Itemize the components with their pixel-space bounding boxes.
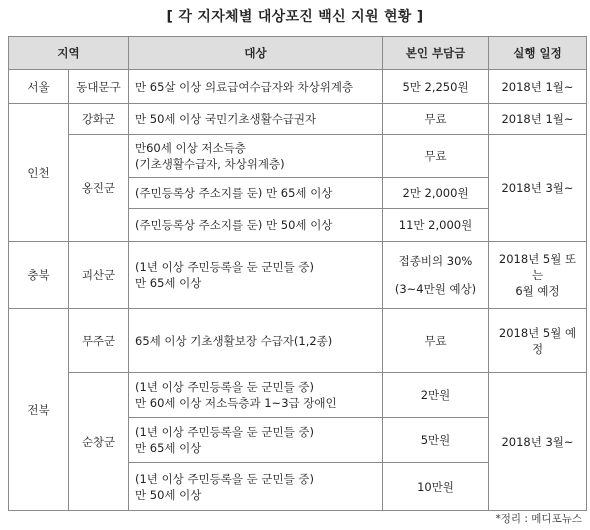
header-target: 대상 (129, 37, 383, 70)
target-line: 만 50세 이상 (135, 487, 202, 502)
copay-cell: 2만 2,000원 (383, 178, 489, 209)
district-cell: 동대문구 (69, 70, 129, 104)
target-line: (1년 이상 주민등록을 둔 군민들 중) (135, 260, 314, 274)
province-cell: 인천 (9, 104, 69, 242)
district-cell: 무주군 (69, 309, 129, 373)
copay-cell: 10만원 (383, 463, 489, 511)
table-row (9, 70, 587, 104)
target-line: 만60세 이상 저소득층 (135, 141, 246, 155)
table-title: [ 각 지자체별 대상포진 백신 지원 현황 ] (166, 9, 424, 25)
copay-line: (3~4만원 예상) (394, 282, 477, 296)
target-line: (1년 이상 주민등록을 둔 군민들 중) (135, 471, 314, 486)
target-cell (129, 418, 383, 463)
table-row (9, 104, 587, 135)
target-line: (1년 이상 주민등록을 둔 군민들 중) (135, 380, 314, 394)
schedule-cell: 2018년 5월 예정 (489, 309, 587, 373)
copay-cell: 무료 (383, 104, 489, 135)
copay-cell: 2만원 (383, 373, 489, 418)
target-cell (129, 135, 383, 178)
schedule-cell (489, 242, 587, 309)
target-cell: 65세 이상 기초생활보장 수급자(1,2종) (129, 309, 383, 373)
province-cell: 서울 (9, 70, 69, 104)
target-cell: (주민등록상 주소지를 둔) 만 50세 이상 (129, 209, 383, 242)
copay-cell: 5만원 (383, 418, 489, 463)
district-cell: 순창군 (69, 373, 129, 511)
source-note: *정리 : 메디포뉴스 (495, 513, 582, 525)
district-cell: 강화군 (69, 104, 129, 135)
target-line: 만 65세 이상 (135, 441, 202, 455)
schedule-line: 2018년 5월 또는 (498, 252, 577, 282)
copay-line: 접종비의 30% (398, 254, 473, 268)
table-row (9, 309, 587, 373)
target-line: 만 65세 이상 (135, 276, 202, 290)
target-cell: (주민등록상 주소지를 둔) 만 65세 이상 (129, 178, 383, 209)
schedule-cell: 2018년 1월~ (489, 70, 587, 104)
copay-cell: 5만 2,250원 (383, 70, 489, 104)
province-cell: 전북 (9, 309, 69, 511)
schedule-cell: 2018년 3월~ (489, 135, 587, 242)
district-cell: 옹진군 (69, 135, 129, 242)
copay-cell: 무료 (383, 135, 489, 178)
schedule-line: 6월 예정 (515, 284, 560, 298)
target-line: (1년 이상 주민등록을 둔 군민들 중) (135, 425, 314, 439)
copay-cell: 11만 2,000원 (383, 209, 489, 242)
table-row (9, 135, 587, 178)
target-cell (129, 242, 383, 309)
table-row (9, 373, 587, 418)
target-line: (기초생활수급자, 차상위계층) (135, 157, 285, 171)
target-cell (129, 463, 383, 511)
copay-cell: 무료 (383, 309, 489, 373)
vaccine-support-table (8, 36, 587, 511)
target-cell: 만 50세 이상 국민기초생활수급권자 (129, 104, 383, 135)
schedule-cell: 2018년 3월~ (489, 373, 587, 511)
header-region: 지역 (9, 37, 129, 70)
header-schedule: 실행 일정 (489, 37, 587, 70)
province-cell: 충북 (9, 242, 69, 309)
target-cell (129, 373, 383, 418)
schedule-cell: 2018년 1월~ (489, 104, 587, 135)
district-cell: 괴산군 (69, 242, 129, 309)
target-line: 만 60세 이상 저소득층과 1~3급 장애인 (135, 396, 337, 410)
target-cell: 만 65살 이상 의료급여수급자와 차상위계층 (129, 70, 383, 104)
header-copay: 본인 부담금 (383, 37, 489, 70)
copay-cell (383, 242, 489, 309)
header-row (9, 37, 587, 70)
table-row (9, 242, 587, 309)
